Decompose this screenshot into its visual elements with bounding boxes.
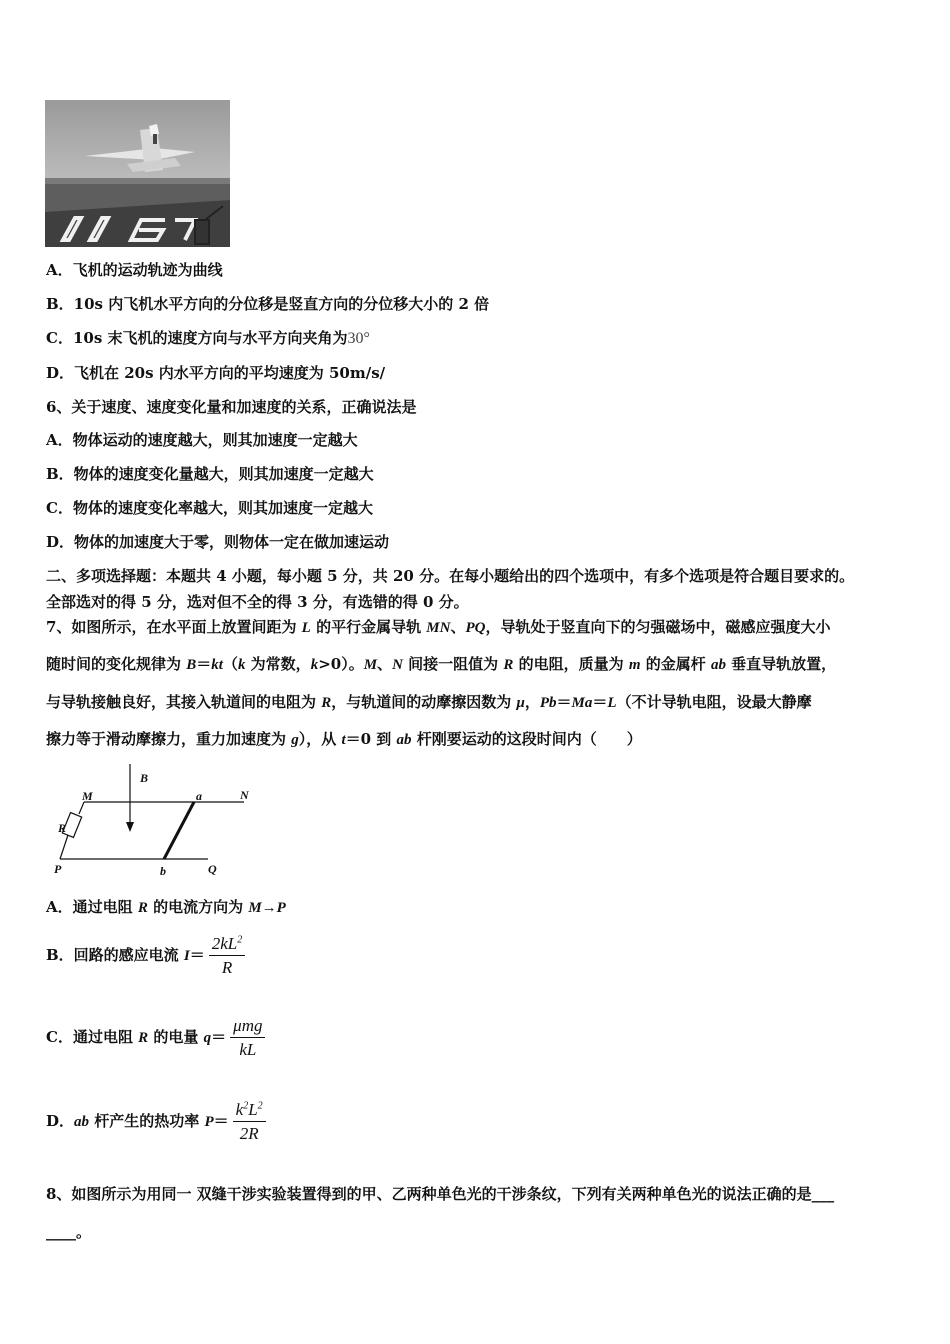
- q5-option-a: A．飞机的运动轨迹为曲线: [46, 261, 223, 279]
- q7-line-4: 擦力等于滑动摩擦力，重力加速度为 g），从 t＝0 到 ab 杆刚要运动的这段时间内（ ）: [46, 730, 642, 748]
- label-a: a: [196, 789, 202, 803]
- q7-option-a: A．通过电阻 R 的电流方向为 M→P: [46, 898, 286, 916]
- q8-stem-line-2: ____。: [46, 1223, 92, 1241]
- q6-option-b: B．物体的速度变化量越大，则其加速度一定越大: [46, 465, 374, 483]
- q7-line-2: 随时间的变化规律为 B＝kt（k 为常数，k>0）。M、N 间接一阻值为 R 的电阻，质量为 m 的金属杆 ab 垂直导轨放置，: [46, 655, 837, 673]
- q6-option-d: D．物体的加速度大于零，则物体一定在做加速运动: [46, 533, 390, 551]
- q8-stem-line-1: 8、如图所示为用同一 双缝干涉实验装置得到的甲、乙两种单色光的干涉条纹，下列有关两种单色光的说法正确的是___: [46, 1185, 835, 1203]
- fraction-current: $\frac{2kL^2}{R}$: [209, 934, 246, 978]
- angle-value: 30°: [347, 330, 370, 347]
- q7-option-b: B．回路的感应电流 I＝ $\frac{2kL^2}{R}$: [46, 934, 245, 978]
- field-arrow: [126, 822, 134, 832]
- q7-line-1: 7、如图所示，在水平面上放置间距为 L 的平行金属导轨 MN、PQ，导轨处于竖直向下的匀强磁场中，磁感应强度大小: [46, 618, 831, 636]
- q6-stem: 6、关于速度、速度变化量和加速度的关系，正确说法是: [46, 398, 417, 416]
- fraction-power: $\frac{k^2L^2}{2R}$: [233, 1100, 266, 1144]
- aircraft-carrier-takeoff-photo: [45, 100, 230, 247]
- label-r: R: [58, 821, 67, 835]
- fraction-charge: $\frac{\text{μmg}}{kL}$: [230, 1016, 265, 1060]
- q5-option-c: [46, 328, 370, 349]
- wire-p: [60, 835, 68, 859]
- section-2-header: 二、多项选择题：本题共 4 小题，每小题 5 分，共 20 分。在每小题给出的四个选项中，有多个选项是符合题目要求的。: [46, 567, 855, 585]
- q5-option-c-text: C．10s 末飞机的速度方向与水平方向夹角为: [46, 329, 348, 347]
- label-n: N: [240, 788, 249, 802]
- q6-option-a: A．物体运动的速度越大，则其加速度一定越大: [46, 431, 358, 449]
- q7-option-c: C．通过电阻 R 的电量 q＝ $\frac{\text{μmg}}{kL}$: [46, 1016, 265, 1060]
- label-m: M: [82, 789, 93, 803]
- label-p: P: [54, 862, 62, 876]
- q6-option-c: C．物体的速度变化率越大，则其加速度一定越大: [46, 499, 373, 517]
- label-q: Q: [208, 862, 217, 876]
- q5-option-b: B．10s 内飞机水平方向的分位移是竖直方向的分位移大小的 2 倍: [46, 295, 490, 313]
- q5-option-d: D．飞机在 20s 内水平方向的平均速度为 50m/s/: [46, 364, 386, 382]
- section-2-scoring: 全部选对的得 5 分，选对但不全的得 3 分，有选错的得 0 分。: [46, 593, 469, 611]
- wire-m: [79, 802, 84, 814]
- rail-circuit-diagram: [46, 762, 276, 880]
- label-b-field: B: [140, 771, 149, 785]
- q7-option-d: D．ab 杆产生的热功率 P＝ $\frac{k^2L^2}{2R}$: [46, 1100, 266, 1144]
- label-b-rod: b: [160, 864, 166, 878]
- q7-line-3: 与导轨接触良好，其接入轨道间的电阻为 R，与轨道间的动摩擦因数为 μ，Pb＝Ma＝L（不计导轨电阻，设最大静摩: [46, 693, 812, 711]
- rod-ab: [164, 802, 194, 859]
